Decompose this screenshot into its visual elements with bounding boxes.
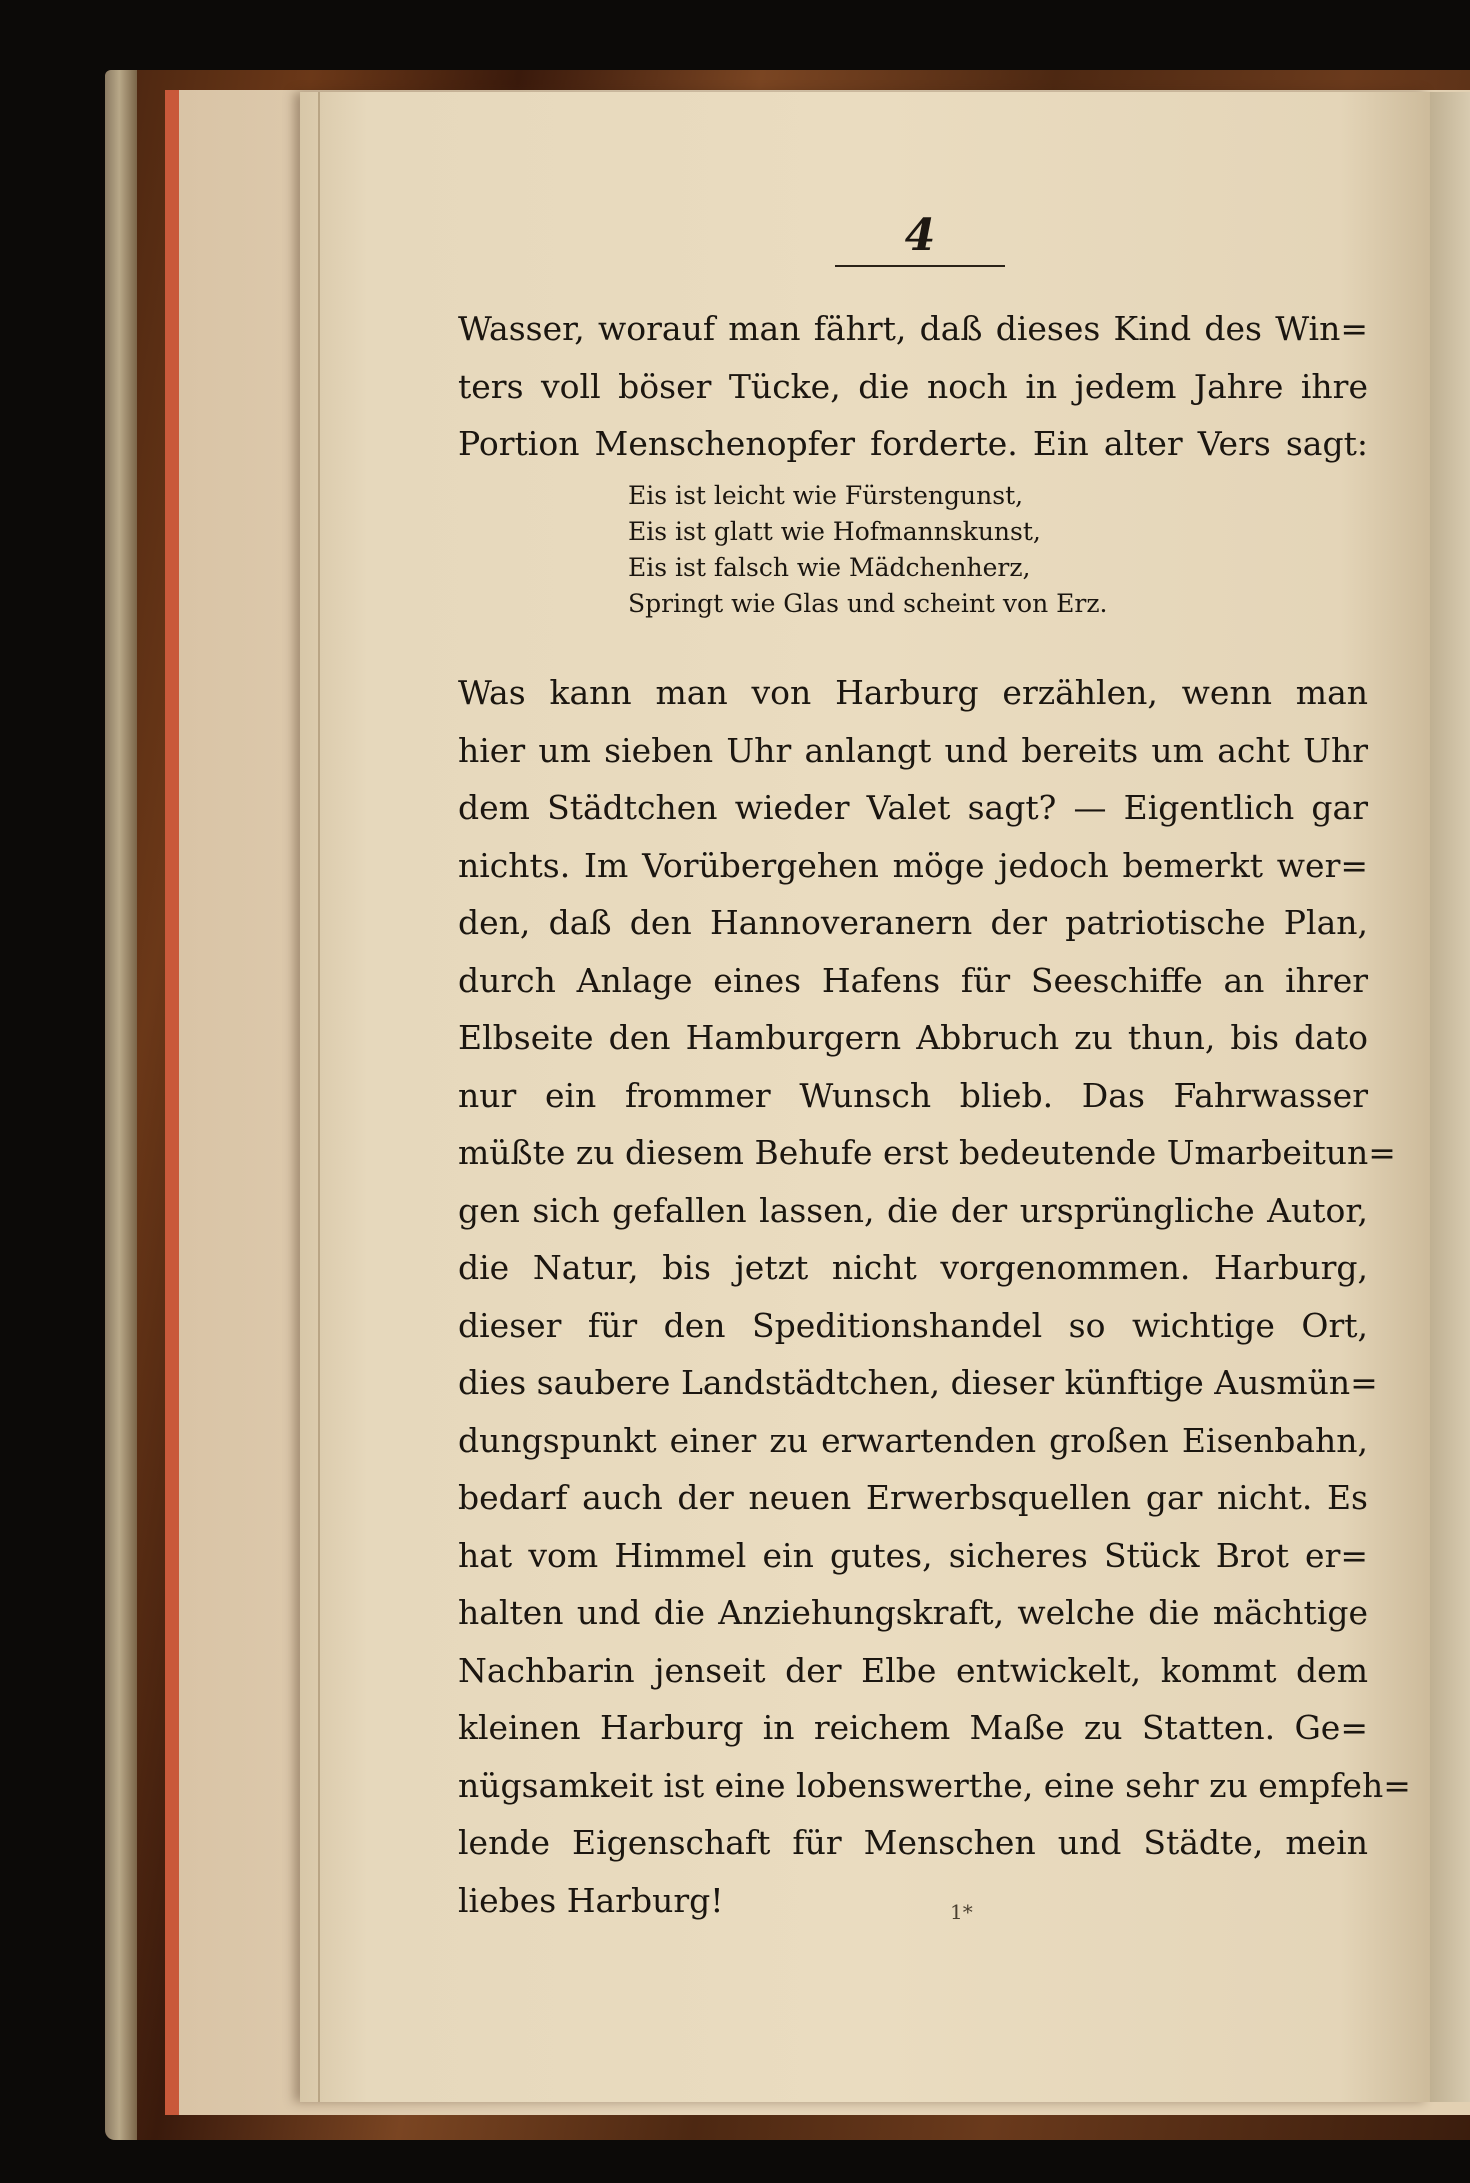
text-line: nur ein frommer Wunsch blieb. Das Fahrwasser	[458, 1075, 1368, 1115]
text-line: Portion Menschenopfer forderte. Ein alter Vers sagt:	[458, 424, 1368, 463]
text-line: Nachbarin jenseit der Elbe entwickelt, kommt dem	[458, 1650, 1368, 1690]
text-line: dieser für den Speditionshandel so wichtige Ort,	[458, 1305, 1368, 1345]
text-line: dem Städtchen wieder Valet sagt? — Eigentlich gar	[458, 788, 1368, 827]
text-line: Was kann man von Harburg erzählen, wenn man	[458, 673, 1368, 712]
verse-line: Eis ist glatt wie Hofmannskunst,	[628, 517, 1041, 546]
text-line: hat vom Himmel ein gutes, sicheres Stück Brot er=	[458, 1535, 1368, 1575]
page-right-edge	[1430, 92, 1470, 2102]
verse-line: Eis ist leicht wie Fürstengunst,	[628, 481, 1024, 510]
text-line: nügsamkeit ist eine lobenswerthe, eine sehr zu empfeh=	[458, 1765, 1411, 1805]
text-line: den, daß den Hannoveranern der patriotische Plan,	[458, 903, 1368, 942]
page-number: 4	[904, 210, 936, 261]
text-line: nichts. Im Vorübergehen möge jedoch bemerkt wer=	[458, 845, 1368, 885]
text-line: dies saubere Landstädtchen, dieser künftige Ausmün=	[458, 1363, 1378, 1402]
page-gutter-line	[318, 92, 320, 2102]
text-line: die Natur, bis jetzt nicht vorgenommen. Harburg,	[458, 1248, 1368, 1287]
text-line: Wasser, worauf man fährt, daß dieses Kind des Win=	[458, 309, 1368, 348]
text-line: halten und die Anziehungskraft, welche die mächtige	[458, 1593, 1368, 1632]
text-line: durch Anlage eines Hafens für Seeschiffe an ihrer	[458, 960, 1368, 1000]
paragraph-main	[458, 664, 1411, 1929]
text-line: Elbseite den Hamburgern Abbruch zu thun, bis dato	[458, 1018, 1368, 1057]
paragraph-top	[458, 300, 1368, 473]
verse-line: Springt wie Glas und scheint von Erz.	[628, 589, 1108, 618]
text-line: lende Eigenschaft für Menschen und Städte, mein	[458, 1823, 1368, 1862]
text-line: dungspunkt einer zu erwartenden großen Eisenbahn,	[458, 1420, 1368, 1460]
page-number-rule	[835, 265, 1005, 267]
cover-spine-edge	[105, 70, 137, 2140]
verse-line: Eis ist falsch wie Mädchenherz,	[628, 553, 1031, 582]
text-line: gen sich gefallen lassen, die der ursprüngliche Autor,	[458, 1190, 1368, 1230]
text-line: liebes Harburg!	[458, 1880, 724, 1920]
text-line: müßte zu diesem Behufe erst bedeutende Umarbeitun=	[458, 1133, 1396, 1172]
text-line: kleinen Harburg in reichem Maße zu Statten. Ge=	[458, 1708, 1368, 1747]
text-line: ters voll böser Tücke, die noch in jedem Jahre ihre	[458, 366, 1368, 406]
signature-mark: 1*	[950, 1900, 973, 1924]
text-line: hier um sieben Uhr anlangt und bereits um acht Uhr	[458, 730, 1368, 770]
text-line: bedarf auch der neuen Erwerbsquellen gar nicht. Es	[458, 1478, 1368, 1517]
verse-quotation	[628, 478, 1228, 622]
